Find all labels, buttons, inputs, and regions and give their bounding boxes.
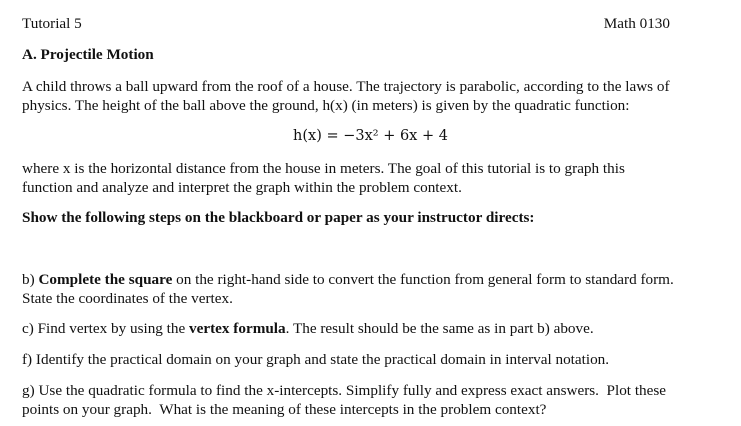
- step-c: [22, 319, 722, 338]
- description-line-2: function and analyze and interpret the graph within the problem context.: [22, 179, 462, 196]
- step-b-prefix: b): [22, 271, 39, 288]
- intro-line-1: A child throws a ball upward from the roof of a house. The trajectory is parabolic, according to the laws of: [22, 78, 670, 95]
- step-c-prefix: c) Find vertex by using the: [22, 320, 190, 337]
- description-line-1: where x is the horizontal distance from the house in meters. The goal of this tutorial is to graph this: [22, 160, 625, 177]
- instruction-heading: Show the following steps on the blackboard or paper as your instructor directs:: [22, 209, 535, 226]
- page-header: [22, 14, 670, 34]
- step-c-rest: . The result should be the same as in part b) above.: [285, 320, 594, 337]
- step-g-line-2: points on your graph. What is the meaning of these intercepts in the problem context?: [22, 401, 547, 418]
- step-c-bold: vertex formula: [189, 320, 286, 337]
- quadratic-equation: h(x) = −3x² + 6x + 4: [293, 128, 448, 144]
- intro-paragraph: [22, 77, 722, 115]
- description-paragraph: [22, 159, 722, 197]
- section-title: A. Projectile Motion: [22, 46, 154, 63]
- intro-line-2: physics. The height of the ball above the ground, h(x) (in meters) is given by the quadratic function:: [22, 97, 630, 114]
- step-f: f) Identify the practical domain on your graph and state the practical domain in interval notation.: [22, 351, 610, 368]
- step-b: [22, 270, 722, 308]
- step-b-rest: on the right-hand side to convert the function from general form to standard form.: [172, 271, 674, 288]
- step-b-line-2: State the coordinates of the vertex.: [22, 290, 233, 307]
- tutorial-label: Tutorial 5: [22, 15, 82, 32]
- course-label: Math 0130: [603, 15, 670, 32]
- step-b-bold: Complete the square: [38, 271, 173, 288]
- step-b-line-1: [22, 270, 722, 289]
- step-g-line-1: g) Use the quadratic formula to find the x-intercepts. Simplify fully and express exact answers. Plot these: [22, 382, 667, 399]
- step-g: [22, 381, 722, 419]
